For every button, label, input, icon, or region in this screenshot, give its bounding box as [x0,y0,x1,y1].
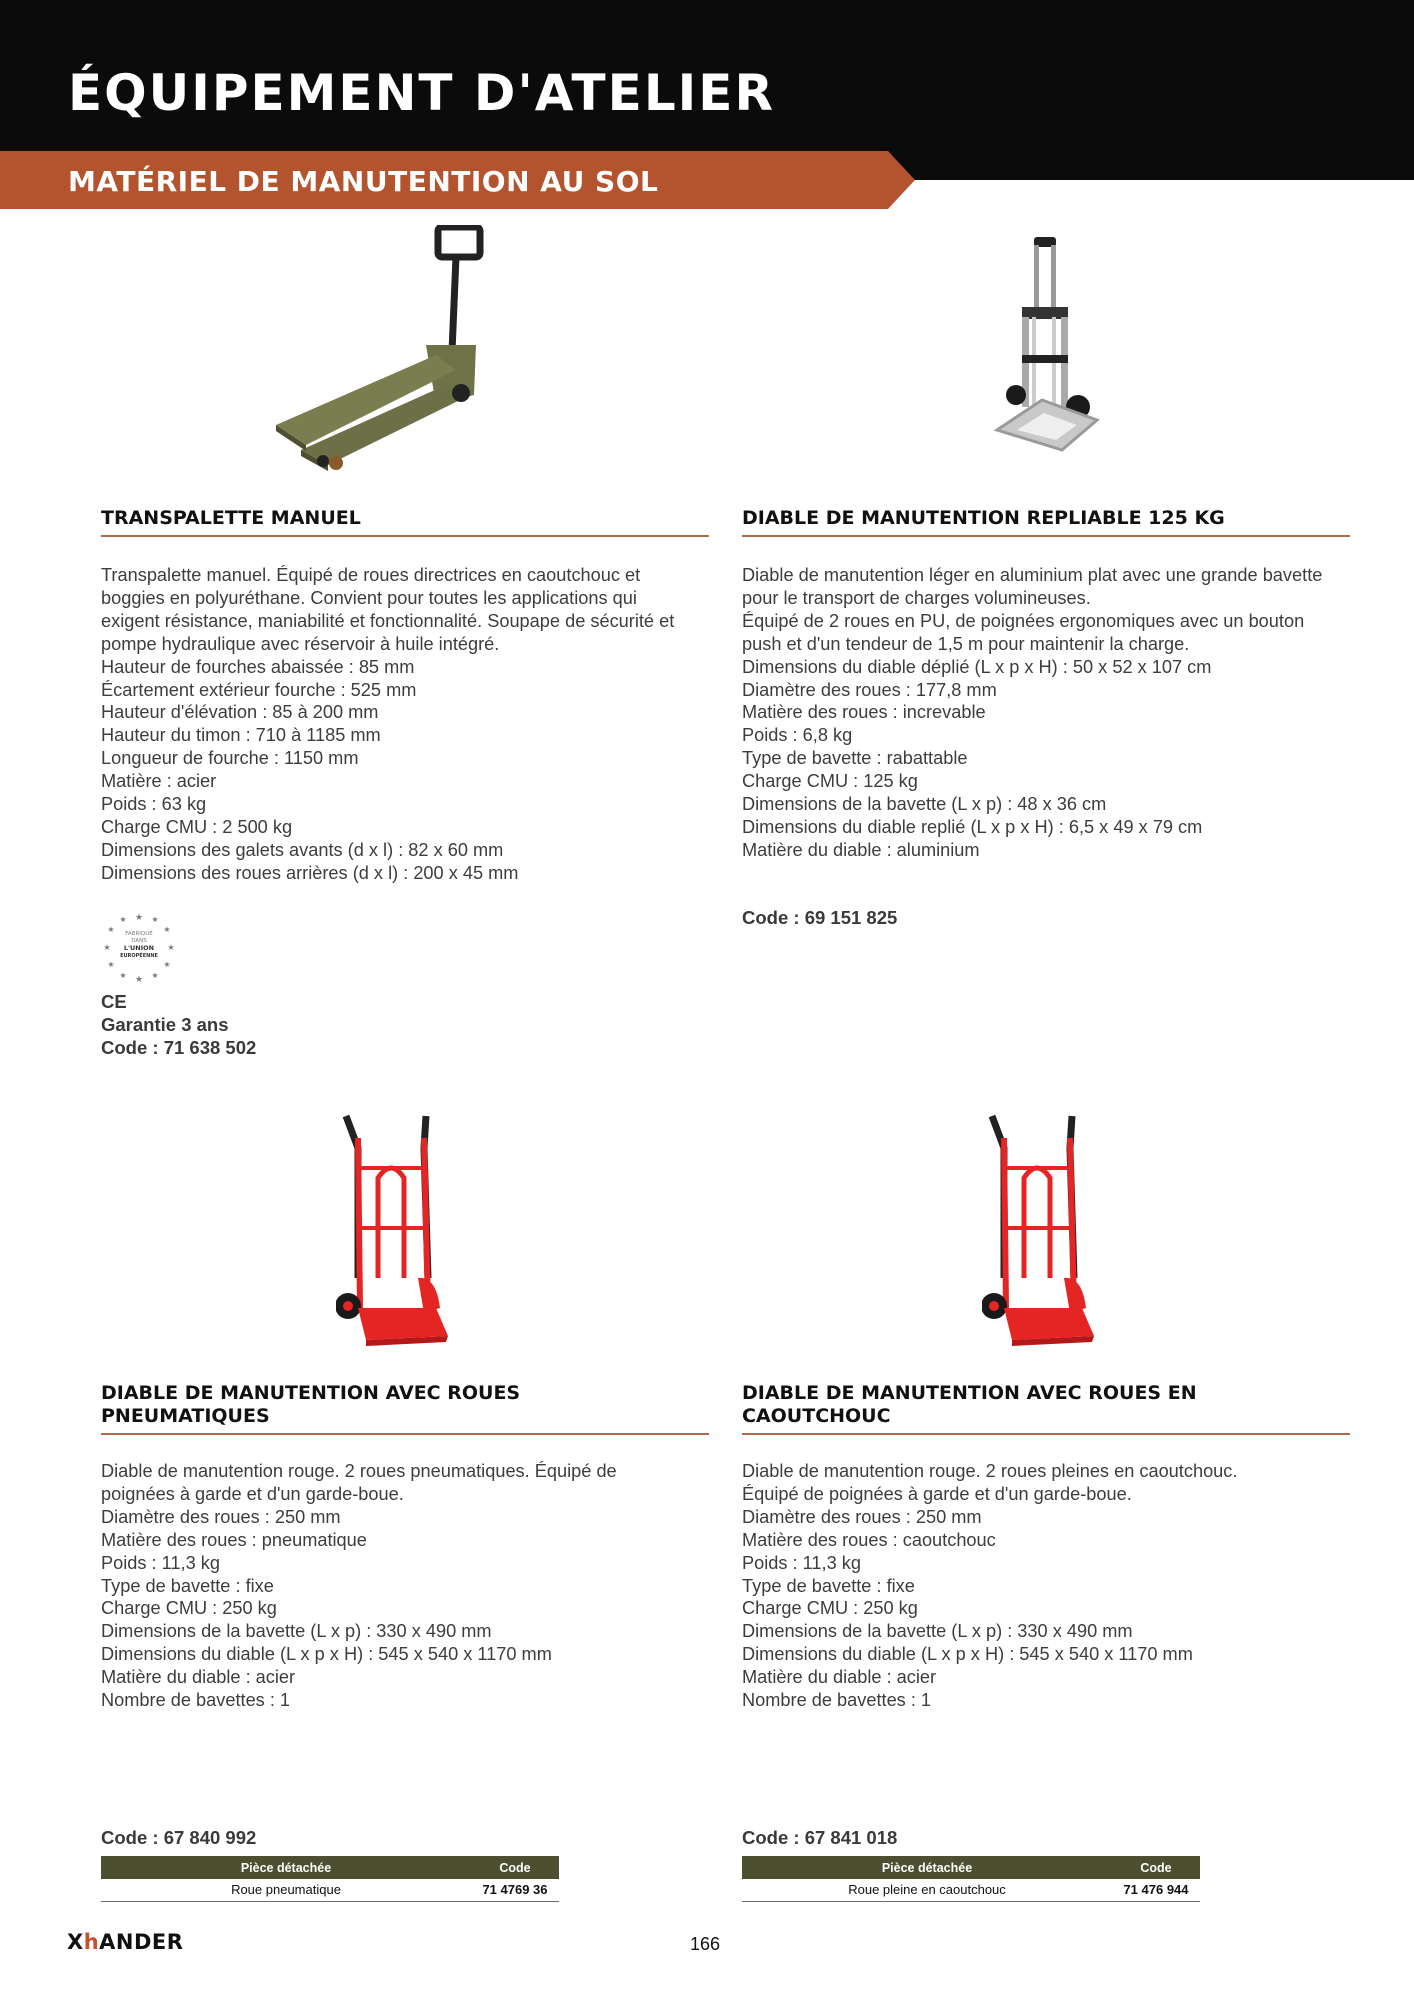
spec-line: Dimensions des roues arrières (d x l) : 200 x 45 mm [101,862,519,883]
spec-line: Hauteur d'élévation : 85 à 200 mm [101,702,379,723]
desc-line: Équipé de 2 roues en PU, de poignées ergonomiques avec un bouton [742,610,1305,631]
part-code: 71 476 944 [1112,1879,1200,1901]
seal-text: DANS [131,938,147,944]
page-title: ÉQUIPEMENT D'ATELIER [68,64,775,122]
svg-text:★: ★ [119,915,127,924]
spec-line: Longueur de fourche : 1150 mm [101,748,359,769]
desc-line: pompe hydraulique avec réservoir à huile intégré. [101,633,500,654]
spec-line: Dimensions du diable (L x p x H) : 545 x 540 x 1170 mm [101,1644,552,1665]
spec-line: Type de bavette : rabattable [742,748,968,769]
spec-line: Écartement extérieur fourche : 525 mm [101,679,417,700]
spec-line: Matière du diable : acier [101,1667,296,1688]
spec-line: Nombre de bavettes : 1 [742,1690,932,1711]
folding-hand-truck-image [992,235,1112,455]
svg-text:★: ★ [167,943,175,952]
svg-text:★: ★ [107,925,115,934]
part-code: 71 4769 36 [471,1879,559,1901]
red-hand-truck-image [336,1108,466,1358]
desc-line: Diable de manutention léger en aluminium plat avec une grande bavette [742,565,1323,585]
svg-text:★: ★ [103,943,111,952]
section-subtitle: MATÉRIEL DE MANUTENTION AU SOL [68,165,659,198]
column-header: Code [1112,1856,1200,1879]
desc-line: exigent résistance, maniabilité et fonctionnalité. Soupape de sécurité et [101,610,675,631]
spec-line: Dimensions du diable déplié (L x p x H) : 50 x 52 x 107 cm [742,656,1212,677]
spec-line: Poids : 11,3 kg [101,1552,220,1573]
desc-line: Diable de manutention rouge. 2 roues pneumatiques. Équipé de [101,1461,617,1481]
product-title [101,1382,709,1435]
spec-line: Matière du diable : aluminium [742,839,980,860]
table-row [101,1879,559,1901]
column-header: Code [471,1856,559,1879]
product-rubber-hand-truck [742,1100,1350,1900]
table-row [742,1879,1200,1901]
ce-mark: CE [101,991,127,1012]
spec-line: Charge CMU : 250 kg [742,1598,918,1619]
seal-text: EUROPÉENNE [120,953,158,959]
spec-line: Matière des roues : pneumatique [101,1529,367,1550]
svg-text:★: ★ [107,960,115,969]
spec-line: Matière du diable : acier [742,1667,937,1688]
svg-text:★: ★ [151,971,159,980]
red-hand-truck-image [982,1108,1112,1358]
product-pallet-truck [101,210,709,1070]
spec-line: Dimensions de la bavette (L x p) : 330 x 490 mm [101,1621,492,1642]
product-pneumatic-hand-truck [101,1100,709,1900]
svg-text:★: ★ [151,915,159,924]
spec-line: Matière des roues : increvable [742,702,986,723]
spec-line: Hauteur du timon : 710 à 1185 mm [101,725,381,746]
desc-line: poignées à garde et d'un garde-boue. [101,1483,404,1504]
desc-line: pour le transport de charges volumineuses. [742,587,1091,608]
spec-line: Hauteur de fourches abaissée : 85 mm [101,656,415,677]
desc-line: Transpalette manuel. Équipé de roues directrices en caoutchouc et [101,565,641,585]
product-title [742,1382,1350,1435]
spec-line: Nombre de bavettes : 1 [101,1690,291,1711]
part-name: Roue pleine en caoutchouc [742,1879,1112,1901]
spec-line: Dimensions des galets avants (d x l) : 82 x 60 mm [101,839,504,860]
product-code: Code : 67 841 018 [742,1827,898,1848]
svg-text:★: ★ [163,960,171,969]
part-name: Roue pneumatique [101,1879,471,1901]
spec-line: Charge CMU : 250 kg [101,1598,277,1619]
eu-made-seal-icon [101,910,177,986]
spec-line: Charge CMU : 2 500 kg [101,816,293,837]
desc-line: boggies en polyuréthane. Convient pour toutes les applications qui [101,587,637,608]
spec-line: Matière des roues : caoutchouc [742,1529,996,1550]
product-description [742,1460,1350,1712]
spec-line: Type de bavette : fixe [101,1575,274,1596]
brand-text: ANDER [99,1930,184,1954]
brand-text: h [83,1930,100,1954]
title-line: CAOUTCHOUC [742,1405,891,1427]
spec-line: Dimensions de la bavette (L x p) : 330 x 490 mm [742,1621,1133,1642]
spec-line: Type de bavette : fixe [742,1575,915,1596]
product-title: TRANSPALETTE MANUEL [101,507,709,537]
spec-line: Poids : 11,3 kg [742,1552,861,1573]
product-code: Code : 71 638 502 [101,1037,257,1058]
title-line: DIABLE DE MANUTENTION AVEC ROUES EN [742,1382,1197,1404]
desc-line: Équipé de poignées à garde et d'un garde-boue. [742,1483,1132,1504]
seal-text: L'UNION [123,944,155,952]
spec-line: Diamètre des roues : 250 mm [101,1506,341,1527]
product-title: DIABLE DE MANUTENTION REPLIABLE 125 KG [742,507,1350,537]
spare-parts-table [101,1856,559,1902]
brand-text: X [67,1930,84,1954]
desc-line: Diable de manutention rouge. 2 roues pleines en caoutchouc. [742,1461,1238,1481]
product-code: Code : 67 840 992 [101,1827,257,1848]
spec-line: Dimensions du diable replié (L x p x H) : 6,5 x 49 x 79 cm [742,816,1203,837]
product-folding-hand-truck [742,210,1350,930]
spec-line: Diamètre des roues : 177,8 mm [742,679,997,700]
spec-line: Dimensions du diable (L x p x H) : 545 x 540 x 1170 mm [742,1644,1193,1665]
spec-line: Poids : 6,8 kg [742,725,853,746]
title-line: DIABLE DE MANUTENTION AVEC ROUES [101,1382,521,1404]
pallet-truck-image [266,225,526,475]
desc-line: push et d'un tendeur de 1,5 m pour maintenir la charge. [742,633,1190,654]
brand-logo [67,1930,183,1954]
spec-line: Dimensions de la bavette (L x p) : 48 x 36 cm [742,794,1107,815]
spec-line: Matière : acier [101,771,217,792]
product-description [101,564,709,885]
product-description [101,1460,709,1712]
svg-text:★: ★ [134,975,144,985]
table-header-row [101,1856,559,1879]
seal-text: FABRIQUÉ [125,931,153,937]
warranty-text: Garantie 3 ans [101,1014,229,1035]
title-line: PNEUMATIQUES [101,1405,270,1427]
spec-line: Diamètre des roues : 250 mm [742,1506,982,1527]
product-code: Code : 69 151 825 [742,907,898,928]
spare-parts-table [742,1856,1200,1902]
page-number: 166 [690,1934,721,1954]
spec-line: Charge CMU : 125 kg [742,771,918,792]
svg-text:★: ★ [163,925,171,934]
column-header: Pièce détachée [742,1856,1112,1879]
svg-text:★: ★ [134,913,144,923]
column-header: Pièce détachée [101,1856,471,1879]
svg-text:★: ★ [119,971,127,980]
spec-line: Poids : 63 kg [101,794,207,815]
table-header-row [742,1856,1200,1879]
product-description [742,564,1350,862]
